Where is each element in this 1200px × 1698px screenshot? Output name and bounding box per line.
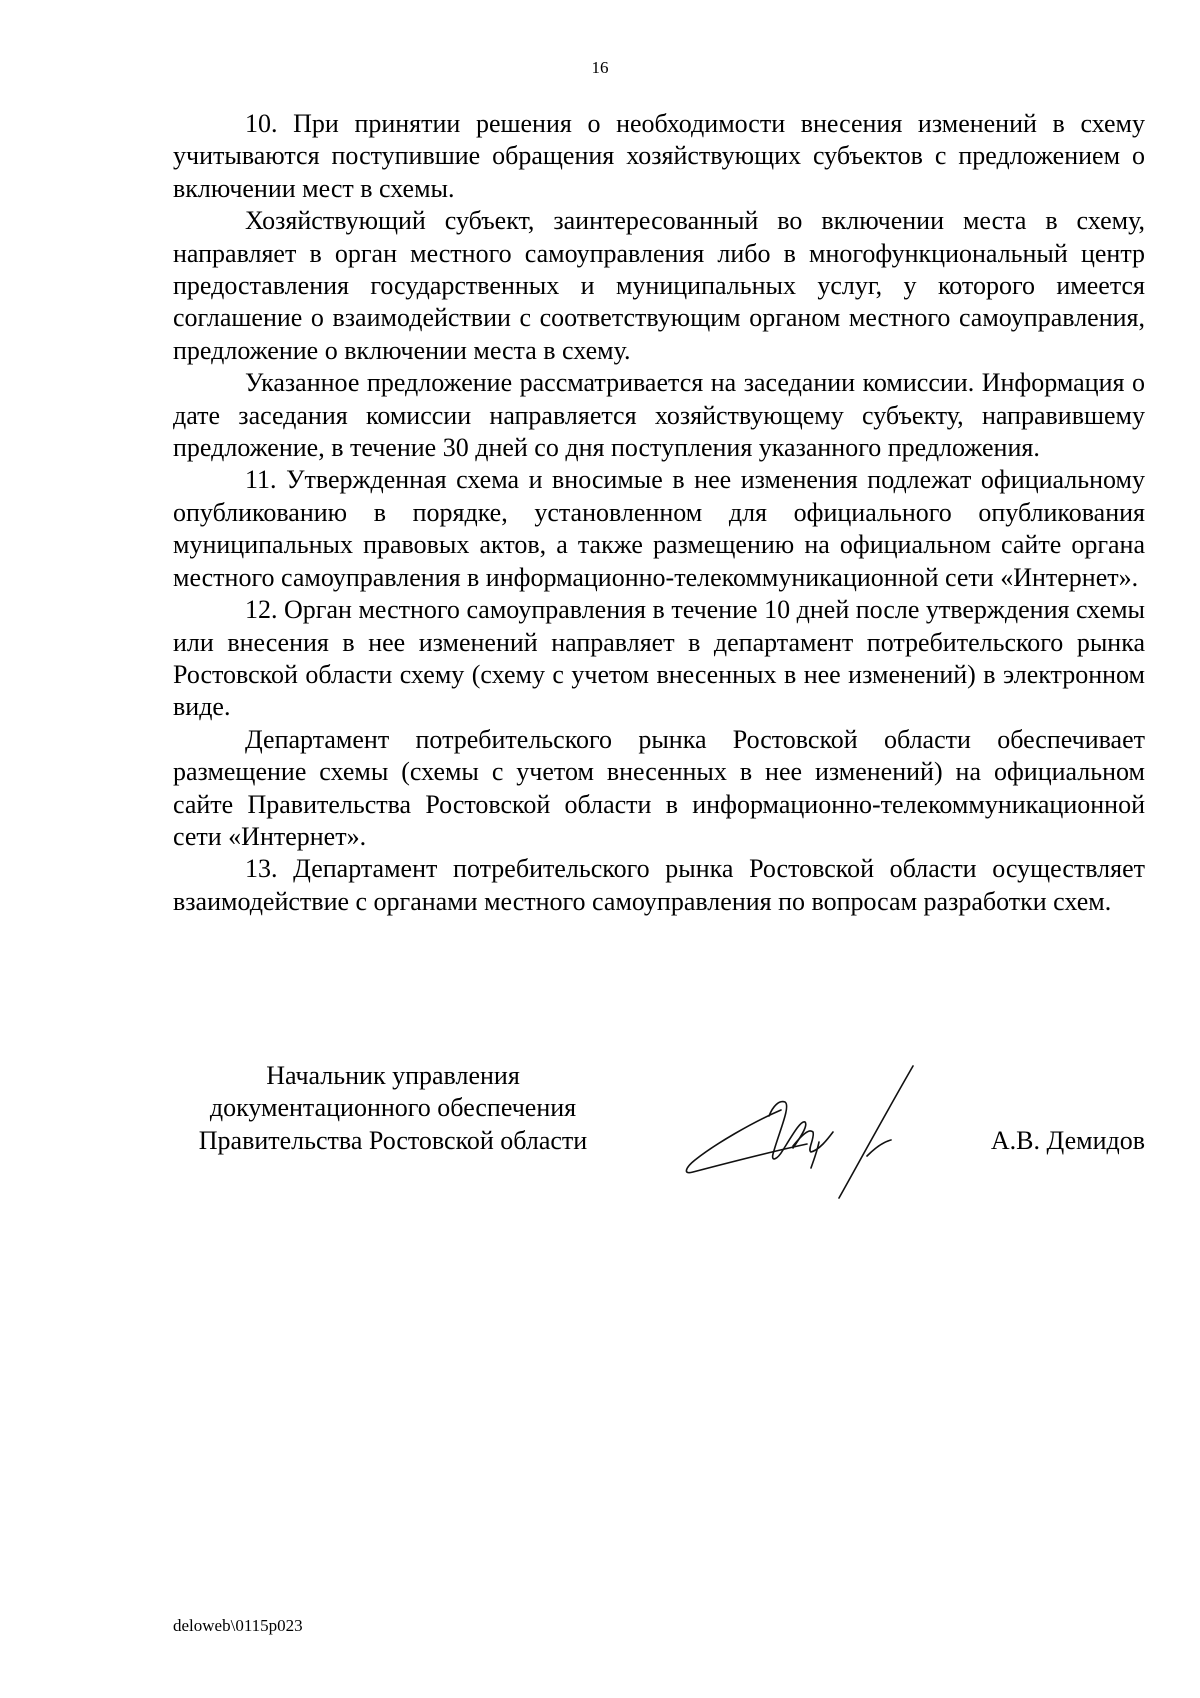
document-code: deloweb\0115p023: [173, 1616, 303, 1635]
page-number: 16: [591, 58, 609, 77]
signer-position-line: Правительства Ростовской области: [198, 1125, 588, 1155]
paragraph-10-commission: Указанное предложение рассматривается на заседании комиссии. Информация о дате заседания комиссии направляется хозяйствующему субъекту, направившему предложение, в течение 30 дней со дня поступления указанного предложения.: [173, 368, 1145, 463]
signature-block: [173, 1060, 1145, 1220]
paragraph-13: 13. Департамент потребительского рынка Ростовской области осуществляет взаимодействие с органами местного самоуправления по вопросам разработки схем.: [173, 854, 1145, 916]
paragraph-12-department: Департамент потребительского рынка Ростовской области обеспечивает размещение схемы (схемы с учетом внесенных в нее изменений) на официальном сайте Правительства Ростовской области в информационно-телекоммуникационной сети «Интернет».: [173, 724, 1145, 851]
paragraph-10: 10. При принятии решения о необходимости внесения изменений в схему учитываются поступившие обращения хозяйствующих субъектов с предложением о включении мест в схемы.: [173, 109, 1145, 203]
signer-position: [173, 1060, 613, 1157]
paragraph-12: 12. Орган местного самоуправления в течение 10 дней после утверждения схемы или внесения в нее изменений направляет в департамент потребительского рынка Ростовской области схему (схему с учетом внесенных в нее изменений) в электронном виде.: [173, 595, 1145, 722]
signer-position-line: Начальник управления: [266, 1061, 520, 1090]
document-body: [173, 108, 1145, 918]
paragraph-11: 11. Утвержденная схема и вносимые в нее изменения подлежат официальному опубликованию в порядке, установленном для официального опубликования муниципальных правовых актов, а также размещению на официальном сайте органа местного самоуправления в информационно-телекоммуникационной сети «Интернет».: [173, 465, 1145, 592]
paragraph-10-applicant: Хозяйствующий субъект, заинтересованный во включении места в схему, направляет в орган местного самоуправления либо в многофункциональный центр предоставления государственных и муниципальных услуг, у которого имеется соглашение о взаимодействии с соответствующим органом местного самоуправления, предложение о включении места в схему.: [173, 206, 1145, 365]
handwritten-signature: [661, 1048, 931, 1208]
signer-position-line: документационного обеспечения: [209, 1093, 577, 1123]
signer-name: А.В. Демидов: [990, 1125, 1145, 1155]
